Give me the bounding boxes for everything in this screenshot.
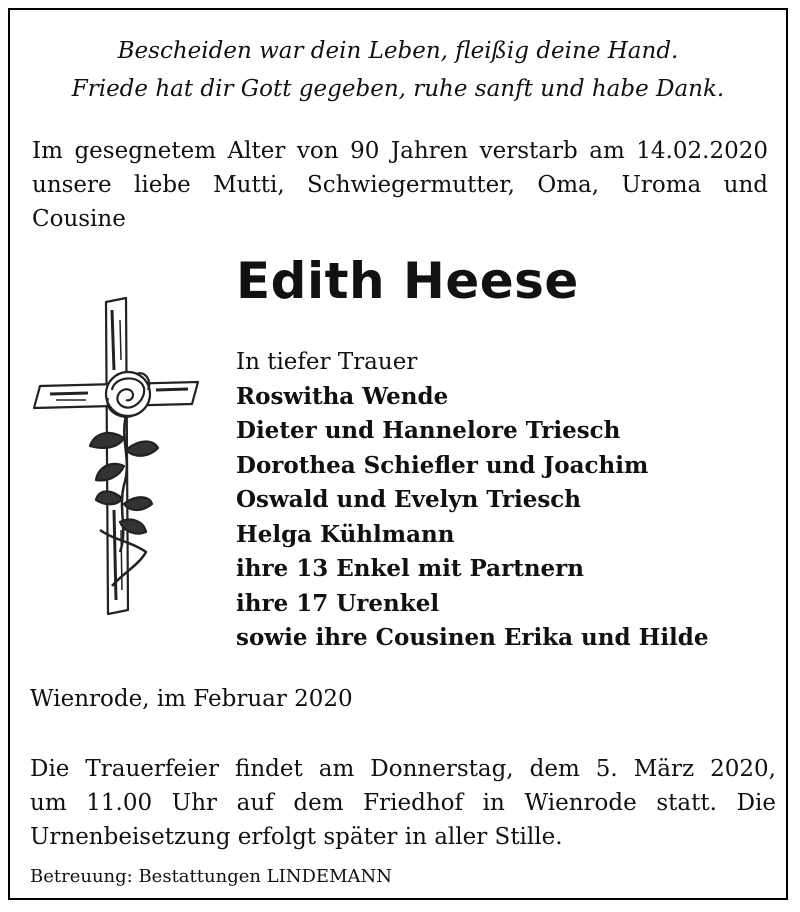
mourning-heading: In tiefer Trauer xyxy=(236,349,418,375)
death-announcement xyxy=(32,134,768,236)
mourner: Roswitha Wende xyxy=(236,382,449,410)
obituary-notice xyxy=(8,8,788,900)
poem-line: Friede hat dir Gott gegeben, ruhe sanft und habe Dank. xyxy=(71,76,725,102)
mourners-list xyxy=(236,345,709,656)
funeral-line: Urnenbeisetzung erfolgt später in aller Stille. xyxy=(30,824,563,850)
place-and-date: Wienrode, im Februar 2020 xyxy=(30,686,353,712)
deceased-name: Edith Heese xyxy=(236,252,579,310)
funeral-home-credit: Betreuung: Bestattungen LINDEMANN xyxy=(30,866,392,887)
memorial-poem xyxy=(10,32,786,108)
poem-line: Bescheiden war dein Leben, fleißig deine Hand. xyxy=(117,38,679,64)
mourner: Dorothea Schiefler und Joachim xyxy=(236,451,649,479)
cross-with-rose-icon xyxy=(28,290,218,620)
funeral-line: um 11.00 Uhr auf dem Friedhof in Wienrode statt. Die xyxy=(30,790,776,816)
mourner: Dieter und Hannelore Triesch xyxy=(236,417,621,444)
announcement-line: Im gesegnetem Alter von 90 Jahren verstarb am 14.02.2020 xyxy=(32,138,768,164)
mourner: ihre 17 Urenkel xyxy=(236,589,440,617)
mourner: sowie ihre Cousinen Erika und Hilde xyxy=(236,624,709,651)
funeral-details xyxy=(30,752,776,854)
mourner: Helga Kühlmann xyxy=(236,520,455,548)
mourner: Oswald und Evelyn Triesch xyxy=(236,486,582,513)
funeral-line: Die Trauerfeier findet am Donnerstag, dem 5. März 2020, xyxy=(30,756,776,782)
announcement-line: unsere liebe Mutti, Schwiegermutter, Oma, Uroma und xyxy=(32,172,768,198)
announcement-line: Cousine xyxy=(32,206,126,232)
mourner: ihre 13 Enkel mit Partnern xyxy=(236,555,585,582)
